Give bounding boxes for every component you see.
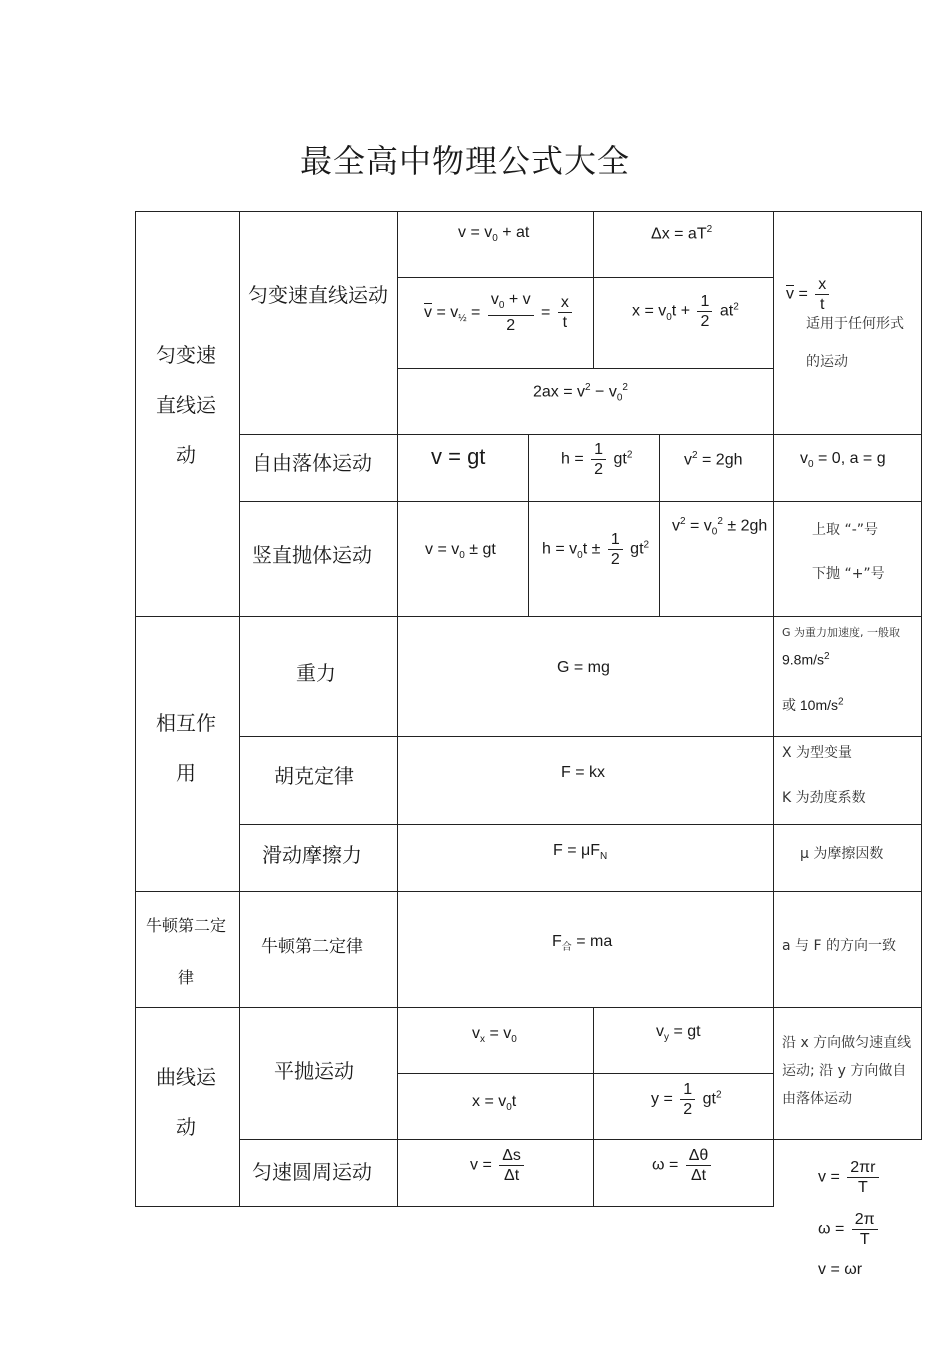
- row-name-vertical-throw: 竖直抛体运动: [252, 543, 372, 567]
- formula-v-2pir-t: v = $\frac{2\pi r}{T}$: [818, 1158, 882, 1197]
- formula-f-ma: $F_合$ = ma: [552, 933, 613, 954]
- formula-w-2pi-t: ω = $\frac{2\pi}{T}$: [818, 1210, 881, 1249]
- formula-y-half-gt2: y = $\frac{1}{2}$ $gt^2$: [651, 1081, 722, 1118]
- note-hooke-x: X 为型变量: [782, 745, 853, 761]
- note-friction: μ 为摩擦因数: [800, 846, 884, 862]
- category-interaction: 相互作用: [156, 711, 216, 785]
- formula-vx: $v_x = v_0$: [472, 1025, 517, 1046]
- note-projectile: 沿 x 方向做匀速直线运动; 沿 y 方向做自由落体运动: [782, 1035, 912, 1107]
- note-gravity-3: 或 $10m/s^2$: [782, 696, 844, 713]
- note-hooke-k: K 为劲度系数: [782, 790, 866, 806]
- row-name-hooke: 胡克定律: [274, 764, 354, 788]
- formula-avg-xt: $\overline{v}$ = $\frac{x}{t}$: [786, 275, 832, 314]
- formula-v-wr: v = ωr: [818, 1261, 863, 1278]
- formula-h-half-gt2: h = $\frac{1}{2}$ $gt^2$: [561, 441, 633, 478]
- formula-v-ds-dt: v = $\frac{\Delta s}{\Delta t}$: [470, 1146, 527, 1185]
- note-any-motion: 适用于任何形式的运动: [806, 316, 904, 370]
- note-throw-down: 下抛 “+”号: [812, 566, 885, 582]
- row-name-newton2: 牛顿第二定律: [261, 937, 363, 957]
- formula-g-mg: G = mg: [557, 659, 610, 676]
- formula-v-v0-pm-gt: $v = v_0$ ± gt: [425, 541, 496, 562]
- formula-2ax: $2ax = v^2 - v_0^2$: [533, 382, 628, 404]
- note-gravity-1: G 为重力加速度, 一般取: [782, 626, 901, 639]
- row-name-gravity: 重力: [296, 661, 336, 685]
- formula-h-v0t-pm: $h = v_0t$ ± $\frac{1}{2}$ $gt^2$: [542, 531, 650, 568]
- formula-v2-2gh: $v^2 = 2gh$: [684, 450, 743, 469]
- formula-x-v0t: $x = v_0t$: [472, 1093, 517, 1114]
- row-name-projectile: 平抛运动: [274, 1059, 354, 1083]
- category-curve: 曲线运动: [156, 1065, 216, 1139]
- row-name-circular: 匀速圆周运动: [252, 1160, 372, 1184]
- note-newton2: a 与 F 的方向一致: [782, 938, 896, 954]
- formula-w-dtheta-dt: ω = $\frac{\Delta\theta}{\Delta t}$: [652, 1146, 714, 1185]
- row-name-uniform-accel: 匀变速直线运动: [248, 283, 388, 307]
- formula-v-v0-at: $v = v_0$ + at: [458, 224, 530, 245]
- category-uniform-accel: 匀变速直线运动: [156, 343, 216, 467]
- formula-vy: $v_y$ = gt: [656, 1023, 701, 1044]
- formula-v-gt: v = gt: [431, 444, 486, 469]
- formula-displacement: $x = v_0t$ + $\frac{1}{2}$ $at^2$: [632, 293, 739, 330]
- row-name-friction: 滑动摩擦力: [262, 843, 362, 867]
- row-name-free-fall: 自由落体运动: [252, 451, 372, 475]
- formula-v2-v02-pm-2gh: $v^2 = v_0^2 \pm 2gh$: [672, 516, 768, 538]
- formula-average-velocity: $\overline{v} = v_{\frac{1}{2}}$ = $\frac{v_0 + v}{2}$ = $\frac{x}{t}$: [424, 290, 575, 335]
- page-title: 最全高中物理公式大全: [300, 142, 631, 180]
- category-newton2: 牛顿第二定律: [146, 916, 227, 987]
- note-gravity-2: $9.8m/s^2$: [782, 651, 830, 668]
- formula-delta-x: $\Delta x = aT^2$: [651, 224, 713, 243]
- formula-friction: $F = \mu F_N$: [553, 842, 608, 863]
- formula-f-kx: F = kx: [561, 764, 606, 781]
- note-throw-up: 上取 “-”号: [812, 522, 879, 538]
- formula-free-fall-condition: $v_0 = 0$, a = g: [800, 450, 886, 471]
